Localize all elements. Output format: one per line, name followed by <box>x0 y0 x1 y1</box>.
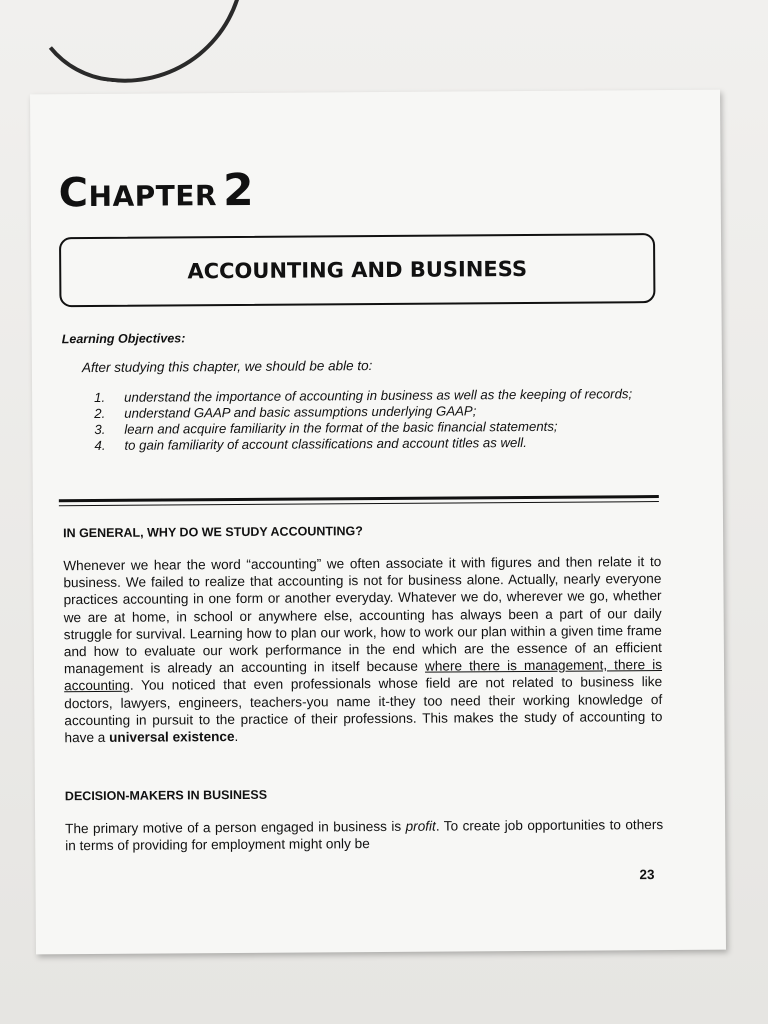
bold-phrase: universal existence <box>109 729 235 745</box>
paragraph-why-study: Whenever we hear the word “accounting” we often associate it with figures and then relate it to business. We failed to realize that accounting is not for business alone. Actually, nearly everyone practices accounting in one form or another everyday. Whatever we do, wherever we go, whether we are at home, in school or anywhere else, accounting has always been a part of our daily struggle for survival. Learning how to plan our work, how to work our plan within a given time frame and how to evaluate our work performance in the end which are the essence of an efficient management is already an accounting in itself because where there is management, there is accounting. You noticed that even professionals whose field are not related to business like doctors, lawyers, engineers, teachers-you name it-they too need their working knowledge of accounting in pursuit to the practice of their professions. This makes the study of accounting to have a universal existence. <box>63 554 663 746</box>
section-heading-decision-makers: DECISION-MAKERS IN BUSINESS <box>64 787 268 804</box>
list-item: 3. learn and acquire familiarity in the format of the basic financial statements; <box>94 418 558 437</box>
page-number: 23 <box>639 867 655 883</box>
underlined-phrase: where there is management, there is accounting <box>64 657 663 694</box>
chapter-number: 2 <box>222 164 255 217</box>
chapter-title-box <box>59 233 655 307</box>
chapter-title: ACCOUNTING AND BUSINESS <box>187 256 528 284</box>
chapter-heading: CHAPTER 2 <box>58 164 255 217</box>
book-page <box>30 90 726 955</box>
section-heading-why-study: IN GENERAL, WHY DO WE STUDY ACCOUNTING? <box>63 524 363 541</box>
learning-objectives-heading: Learning Objectives: <box>61 331 186 347</box>
objectives-list <box>94 386 660 454</box>
list-item: 1. understand the importance of accounting in business as well as the keeping of records; <box>94 386 633 405</box>
divider-thin <box>59 501 659 506</box>
list-item: 2. understand GAAP and basic assumptions underlying GAAP; <box>94 403 477 421</box>
learning-objectives-intro: After studying this chapter, we should be able to: <box>81 358 373 376</box>
list-item: 4. to gain familiarity of account classifications and account titles as well. <box>94 434 527 453</box>
paragraph-decision-makers: The primary motive of a person engaged in business is profit. To create job opportunities to others in terms of providing for employment might only be <box>65 817 664 854</box>
italic-word: profit <box>405 818 436 834</box>
